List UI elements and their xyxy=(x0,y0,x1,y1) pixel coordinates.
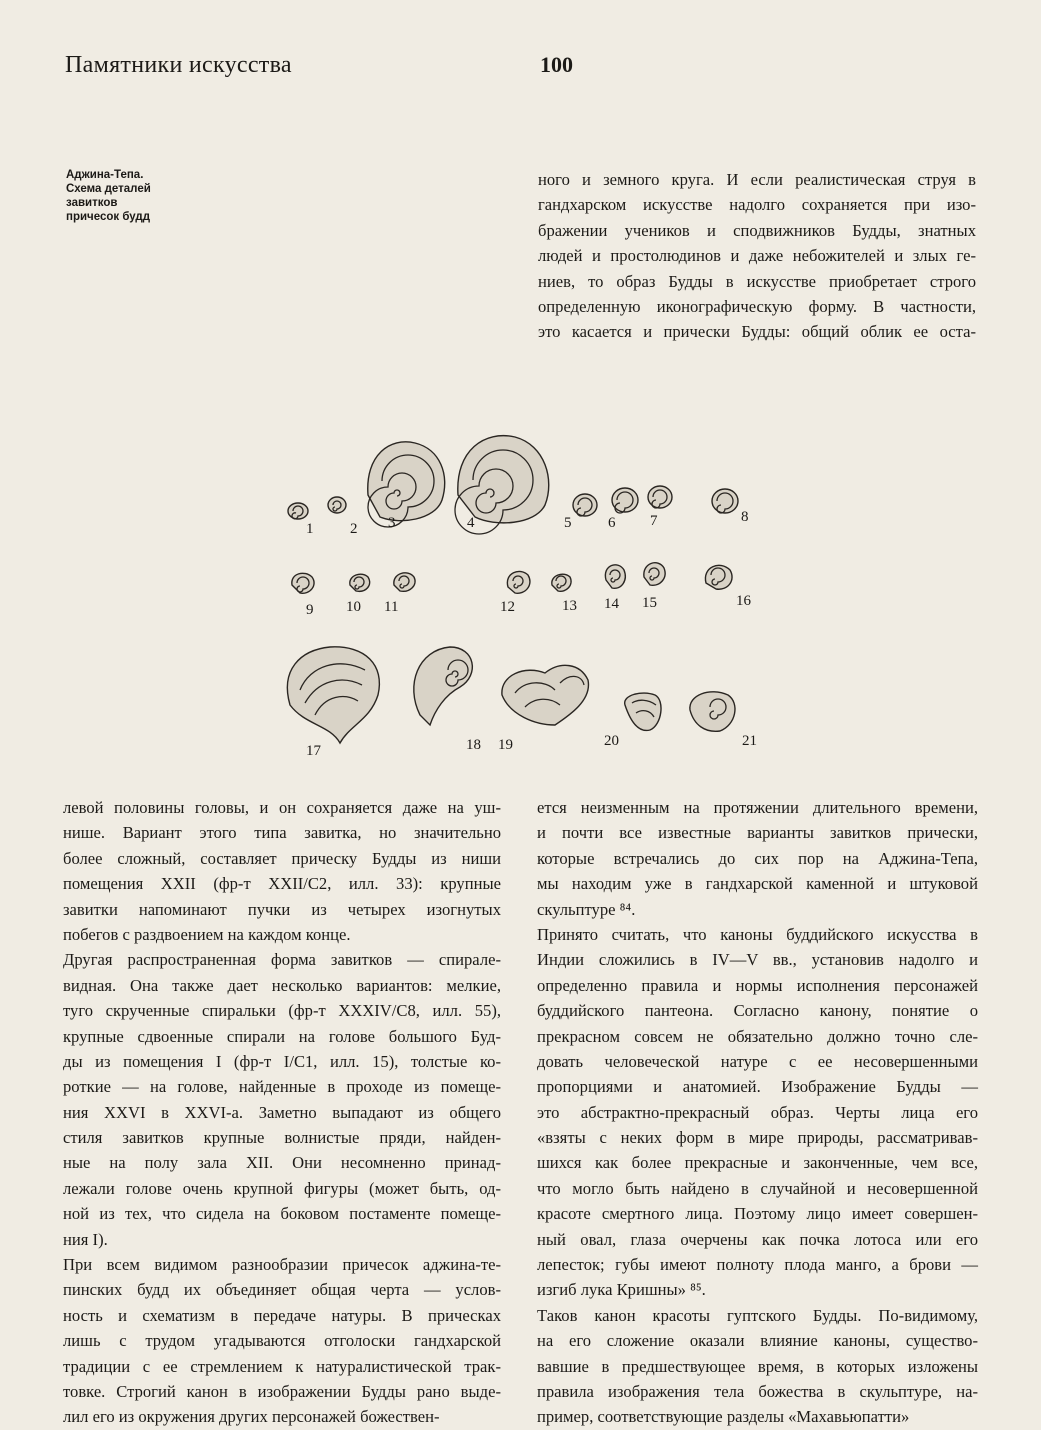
text-line: лишь с трудом угадываются отголоски гандхарской xyxy=(63,1331,501,1351)
caption-line: Аджина-Тепа. xyxy=(66,169,144,181)
text-line: лепесток; губы имеют полноту плода манго, а брови — xyxy=(537,1255,978,1275)
text-line: стиля завитков крупные волнистые пряди, найден- xyxy=(63,1128,501,1148)
curl-18 xyxy=(414,647,473,725)
text-line: пример, соответствующие разделы «Махавьюпатти» xyxy=(537,1407,910,1427)
text-line: ность и схематизм в передаче натуры. В прическах xyxy=(63,1305,501,1325)
text-line: помещения XXII (фр-т XXII/C2, илл. 33): крупные xyxy=(63,874,501,894)
text-line: на его сложение оказали влияние каноны, существо- xyxy=(537,1331,978,1351)
curl-label: 18 xyxy=(466,737,481,753)
text-line: изгиб лука Кришны» ⁸⁵. xyxy=(537,1280,706,1300)
text-line: пинских будд их объединяет общая черта — услов- xyxy=(63,1280,501,1300)
curl-label: 12 xyxy=(500,599,515,615)
text-line: традиции с ее стремлением к натуралистической трак- xyxy=(63,1356,501,1376)
text-line: более сложный, составляет прическу Будды из ниши xyxy=(63,848,501,868)
curl-label: 1 xyxy=(306,521,314,537)
page-number: 100 xyxy=(540,52,573,77)
figure-caption xyxy=(66,168,196,224)
text-line: это касается и прически Будды: общий облик ее оста- xyxy=(538,322,976,342)
curl-label: 11 xyxy=(384,599,399,615)
text-line: что могло быть найдено в случайной и несовершенной xyxy=(537,1178,978,1198)
curl-label: 4 xyxy=(467,515,475,531)
curl-7 xyxy=(648,486,672,508)
curl-label: 7 xyxy=(650,513,658,529)
text-line: туго скрученные спиральки (фр-т XXXIV/C8, илл. 55), xyxy=(63,1001,501,1021)
text-line: Таков канон красоты гуптского Будды. По-видимому, xyxy=(537,1305,978,1325)
curl-13 xyxy=(552,574,571,591)
text-line: завитки напоминают пучки из четырех изогнутых xyxy=(63,899,501,919)
text-line: бражении учеников и сподвижников Будды, знатных xyxy=(538,220,976,240)
text-line: Другая распространенная форма завитков — спирале- xyxy=(63,950,501,970)
curl-16 xyxy=(705,565,732,589)
text-line: нише. Вариант этого типа завитка, но значительно xyxy=(63,823,501,843)
curl-label: 17 xyxy=(306,743,321,759)
text-line: крупные сдвоенные спирали на голове большого Буд- xyxy=(63,1026,501,1046)
top-text-column xyxy=(538,167,976,345)
text-line: определенно правила и нормы исполнения персонажей xyxy=(537,975,978,995)
text-line: Индии сложились в IV—V вв., установив надолго и xyxy=(537,950,978,970)
curl-5 xyxy=(573,494,597,516)
text-line: ется неизменным на протяжении длительного времени, xyxy=(537,798,978,817)
text-line: мы находим уже в гандхарской каменной и штуковой xyxy=(537,874,978,894)
curl-label: 19 xyxy=(498,737,513,753)
curl-14 xyxy=(605,565,625,588)
curl-12 xyxy=(507,571,530,593)
curl-19 xyxy=(502,665,589,725)
text-line: вавшие в предшествующее время, в которых изложены xyxy=(537,1356,978,1376)
curl-11 xyxy=(394,573,415,591)
curl-label: 15 xyxy=(642,595,657,611)
curl-label: 14 xyxy=(604,596,619,612)
curl-6 xyxy=(612,488,638,513)
curl-label: 8 xyxy=(741,509,749,525)
text-line: которые встречались до сих пор на Аджина-Тепа, xyxy=(537,848,978,868)
curl-2 xyxy=(328,497,346,513)
text-line: шихся как более прекрасные и законченные, чем все, xyxy=(537,1153,978,1173)
text-line: Принято считать, что каноны буддийского искусства в xyxy=(537,924,978,944)
text-line: красоте смертного лица. Поэтому лицо имеет совершен- xyxy=(537,1204,978,1224)
text-line: определенную иконографическую форму. В частности, xyxy=(538,296,976,316)
right-text-column xyxy=(537,795,978,1430)
left-text-column xyxy=(63,795,501,1430)
curl-label: 5 xyxy=(564,515,572,531)
text-line: левой половины головы, и он сохраняется даже на уш- xyxy=(63,798,501,817)
text-line: людей и простолюдинов и даже небожителей и злых ге- xyxy=(538,246,976,266)
curl-label: 21 xyxy=(742,733,757,749)
text-line: и почти все известные варианты завитков прически, xyxy=(537,823,978,843)
curl-17 xyxy=(287,647,379,743)
curl-label: 6 xyxy=(608,515,616,531)
text-line: «взяты с неких форм в мире природы, рассматривав- xyxy=(537,1128,978,1148)
text-line: лежали голове очень крупной фигуры (может быть, од- xyxy=(63,1178,501,1198)
text-line: побегов с раздвоением на каждом конце. xyxy=(63,924,351,944)
text-line: ния I). xyxy=(63,1229,108,1249)
text-line: ния XXVI в XXVI-а. Заметно выпадают из общего xyxy=(63,1102,501,1122)
bleed-through-ghost xyxy=(860,58,867,84)
text-line: роткие — на голове, найденные в проходе из помеще- xyxy=(63,1077,501,1097)
curl-label: 13 xyxy=(562,598,577,614)
text-line: ный овал, глаза очерчены как почка лотоса или его xyxy=(537,1229,978,1249)
curl-9 xyxy=(292,573,314,593)
curl-1 xyxy=(288,503,308,519)
curl-20 xyxy=(625,693,661,730)
text-line: буддийского пантеона. Согласно канону, понятие о xyxy=(537,1001,978,1021)
text-line: При всем видимом разнообразии причесок аджина-те- xyxy=(63,1255,501,1275)
text-line: ной из тех, что сидела на боковом постаменте помеще- xyxy=(63,1204,501,1224)
curl-8 xyxy=(712,489,738,513)
curl-3 xyxy=(368,442,445,527)
text-line: правила изображения тела божества в скульптуре, на- xyxy=(537,1381,978,1401)
text-line: пропорциями и анатомией. Изображение Будды — xyxy=(537,1077,978,1097)
caption-line: причесок будд xyxy=(66,211,150,223)
caption-line: завитков xyxy=(66,197,118,209)
caption-line: Схема деталей xyxy=(66,183,151,195)
text-line: ды из помещения I (фр-т I/C1, илл. 15), толстые ко- xyxy=(63,1051,501,1071)
curl-10 xyxy=(350,574,370,591)
text-line: скульптуре ⁸⁴. xyxy=(537,899,636,919)
running-title: Памятники искусства xyxy=(65,52,292,78)
text-line: ные на полу зала XII. Они несомненно принад- xyxy=(63,1153,501,1173)
text-line: видная. Она также дает несколько вариантов: мелкие, xyxy=(63,975,501,995)
curl-label: 20 xyxy=(604,733,619,749)
curl-label: 3 xyxy=(388,515,396,531)
text-line: довать человеческой натуре с ее несовершенными xyxy=(537,1051,978,1071)
curl-label: 2 xyxy=(350,521,358,537)
text-line: прекрасном совсем не обязательно должно точно сле- xyxy=(537,1026,978,1046)
text-line: ного и земного круга. И если реалистическая струя в xyxy=(538,170,976,189)
text-line: это абстрактно-прекрасный образ. Черты лица его xyxy=(537,1102,978,1122)
curl-diagram-svg xyxy=(270,425,790,765)
curl-21 xyxy=(690,692,735,731)
text-line: лил его из окружения других персонажей божествен- xyxy=(63,1407,440,1427)
text-line: ниев, то образ Будды в искусстве приобретает строго xyxy=(538,271,976,291)
curl-diagram xyxy=(270,425,790,765)
curl-15 xyxy=(644,563,665,586)
text-line: гандхарском искусстве надолго сохраняется при изо- xyxy=(538,195,976,215)
curl-label: 10 xyxy=(346,599,361,615)
curl-label: 9 xyxy=(306,602,314,618)
curl-label: 16 xyxy=(736,593,751,609)
text-line: товке. Строгий канон в изображении Будды рано выде- xyxy=(63,1381,501,1401)
